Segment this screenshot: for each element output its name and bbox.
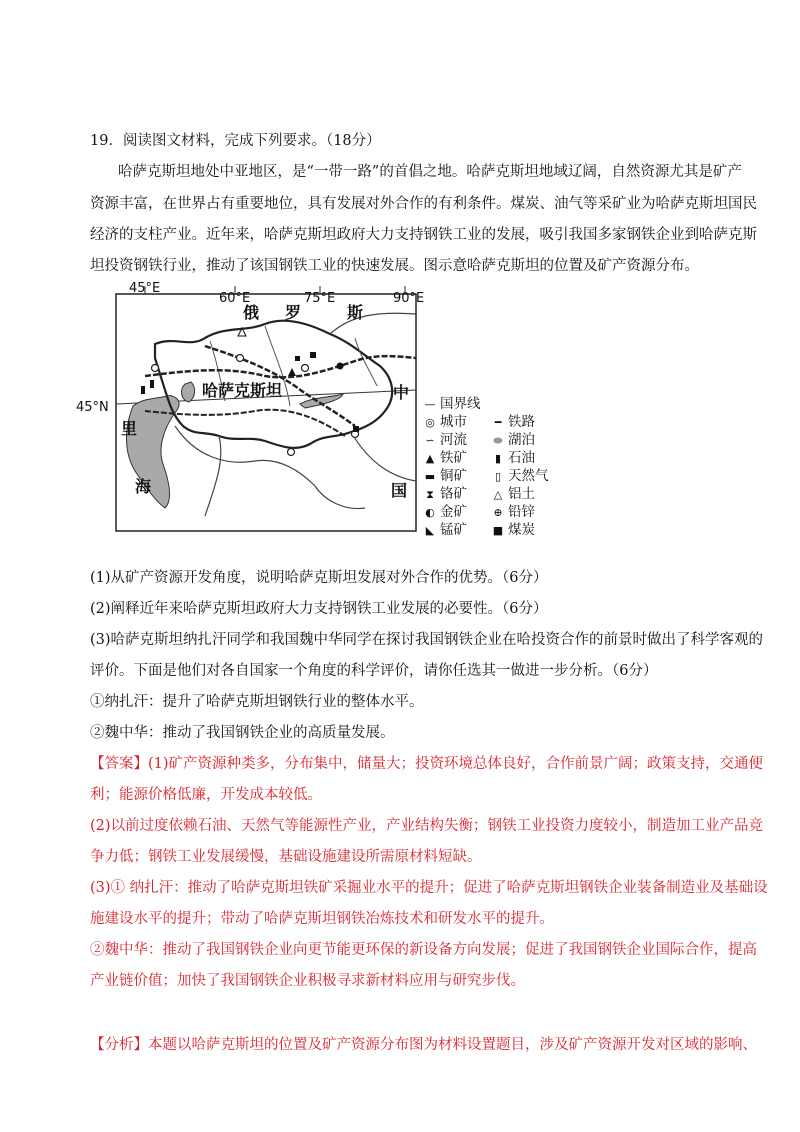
railway-icon: ━ — [494, 416, 502, 429]
option-1: ①纳扎汗：提升了哈萨克斯坦钢铁行业的整体水平。 — [90, 694, 424, 710]
material-line-2: 资源丰富，在世界占有重要地位，具有发展对外合作的有利条件。煤炭、油气等采矿业为哈萨克斯坦国民 — [90, 196, 757, 212]
legend-item: ▮ 石油 — [490, 446, 535, 464]
lat-label-45: 45°N — [76, 400, 109, 415]
legend-row — [422, 410, 572, 428]
legend-item: ◣ 锰矿 — [422, 518, 467, 536]
border-line-icon: — — [424, 398, 436, 411]
border-line-south — [175, 426, 365, 509]
natural-gas-icon: ▯ — [494, 470, 502, 483]
answer-line-5: (3)① 纳扎汗：推动了哈萨克斯坦铁矿采掘业水平的提升；促进了哈萨克斯坦钢铁企业装备制造业及基础设 — [90, 880, 768, 896]
oil-symbol — [141, 386, 145, 394]
legend-row — [422, 518, 572, 536]
legend-item: ⊕ 铅锌 — [490, 500, 535, 518]
legend-item: ◎ 城市 — [422, 410, 467, 428]
iron-ore-symbol — [288, 368, 296, 376]
analysis-line — [90, 1033, 757, 1054]
aral-sea — [182, 382, 195, 402]
russia-label-2: 罗 — [285, 303, 302, 322]
legend-item: ▬ 铜矿 — [422, 464, 467, 482]
legend-row — [422, 446, 572, 464]
legend-item: ⧗ 铬矿 — [422, 482, 467, 500]
answer-line-7: ②魏中华：推动了我国钢铁企业向更节能更环保的新设备方向发展；促进了我国钢铁企业国际合作，提高 — [90, 942, 757, 958]
legend-item: — 国界线 — [422, 392, 481, 410]
chromium-ore-icon: ⧗ — [426, 488, 434, 501]
coal-symbol — [295, 356, 300, 361]
oil-icon: ▮ — [494, 452, 502, 465]
copper-ore-icon: ▬ — [424, 470, 436, 483]
analysis-text: 【分析】本题以哈萨克斯坦的位置及矿产资源分布图为材料设置题目，涉及矿产资源开发对区域的影响、 — [90, 1037, 757, 1053]
legend-item: ⬬ 湖泊 — [490, 428, 535, 446]
city-icon: ◎ — [425, 416, 435, 429]
lon-label-45: 45°E — [129, 281, 161, 296]
coal-icon: ■ — [492, 524, 504, 537]
gold-symbol — [337, 363, 344, 370]
river-icon: ∽ — [425, 434, 435, 447]
lake-icon: ⬬ — [493, 434, 503, 447]
legend-item: ◐ 金矿 — [422, 500, 467, 518]
legend-row — [422, 464, 572, 482]
lon-label-90: 90°E — [393, 291, 425, 306]
legend-item: ∽ 河流 — [422, 428, 467, 446]
lon-label-60: 60°E — [219, 291, 251, 306]
lon-label-75: 75°E — [304, 291, 336, 306]
answer-line-2: 利；能源价格低廉，开发成本较低。 — [90, 787, 322, 803]
coal-symbol — [353, 426, 359, 432]
legend-item: ■ 煤炭 — [490, 518, 535, 536]
answer-line-1: 【答案】(1)矿产资源种类多，分布集中，储量大；投资环境总体良好，合作前景广阔；政策支持，交通便 — [90, 756, 764, 772]
legend-item: ▲ 铁矿 — [422, 446, 467, 464]
manganese-ore-icon: ◣ — [425, 524, 435, 537]
caspian-label-2: 海 — [135, 477, 152, 496]
russia-label-1: 俄 — [243, 303, 260, 322]
legend-item: ▯ 天然气 — [490, 464, 549, 482]
legend-item: ━ 铁路 — [490, 410, 535, 428]
question-header: 19．阅读图文材料，完成下列要求。（18分） — [90, 133, 381, 149]
city-marker — [302, 365, 309, 372]
lead-zinc-icon: ⊕ — [493, 506, 503, 519]
china-label-1: 中 — [393, 383, 410, 402]
city-marker — [237, 355, 244, 362]
answer-line-8: 产业链价值；加快了我国钢铁企业积极寻求新材料应用与研究步伐。 — [90, 973, 525, 989]
material-line-1: 哈萨克斯坦地处中亚地区，是“一带一路”的首倡之地。哈萨克斯坦地域辽阔，自然资源尤其是矿产 — [118, 164, 742, 180]
oil-symbol — [150, 380, 154, 388]
answer-line-6: 施建设水平的提升；带动了哈萨克斯坦钢铁冶炼技术和研发水平的提升。 — [90, 911, 554, 927]
material-line-3: 经济的支柱产业。近年来，哈萨克斯坦政府大力支持钢铁工业的发展，吸引我国多家钢铁企业到哈萨克斯 — [90, 227, 757, 243]
sub-question-3-line-1: (3)哈萨克斯坦纳扎汗同学和我国魏中华同学在探讨我国钢铁企业在哈投资合作的前景时做出了科学客观的 — [90, 632, 764, 648]
border-line-north — [330, 313, 416, 334]
legend-row — [422, 500, 572, 518]
china-label-2: 国 — [391, 481, 408, 500]
balkhash-lake — [300, 394, 343, 408]
iron-ore-icon: ▲ — [425, 452, 435, 465]
material-line-4: 坦投资钢铁行业，推动了该国钢铁工业的快速发展。图示意哈萨克斯坦的位置及矿产资源分布。 — [90, 258, 699, 274]
legend-row — [422, 392, 572, 410]
bauxite-icon: △ — [493, 488, 503, 501]
map-svg — [76, 281, 440, 533]
answer-line-4: 争力低；钢铁工业发展缓慢，基础设施建设所需原材料短缺。 — [90, 849, 482, 865]
kazakhstan-label: 哈萨克斯坦 — [202, 381, 283, 400]
sub-question-3-line-2: 评价。下面是他们对各自国家一个角度的科学评价，请你任选其一做进一步分析。（6分） — [90, 663, 658, 679]
legend-row — [422, 482, 572, 500]
railway-1 — [145, 356, 416, 377]
kazakhstan-map — [76, 281, 440, 533]
sub-question-1: (1)从矿产资源开发角度，说明哈萨克斯坦发展对外合作的优势。（6分） — [90, 570, 548, 586]
legend-item: △ 铝土 — [490, 482, 535, 500]
coal-symbol — [310, 352, 316, 358]
legend-row — [422, 428, 572, 446]
city-marker — [152, 365, 159, 372]
sub-question-2: (2)阐释近年来哈萨克斯坦政府大力支持钢铁工业发展的必要性。（6分） — [90, 601, 548, 617]
answer-line-3: (2)以前过度依赖石油、天然气等能源性产业，产业结构失衡；钢铁工业投资力度较小，制造加工业产品竞 — [90, 818, 764, 834]
gold-ore-icon: ◐ — [425, 506, 435, 519]
border-line-east — [351, 432, 416, 481]
option-2: ②魏中华：推动了我国钢铁企业的高质量发展。 — [90, 725, 395, 741]
border-line-west — [205, 436, 221, 516]
russia-label-3: 斯 — [347, 303, 364, 322]
caspian-label-1: 里 — [121, 419, 138, 438]
city-marker — [288, 449, 295, 456]
